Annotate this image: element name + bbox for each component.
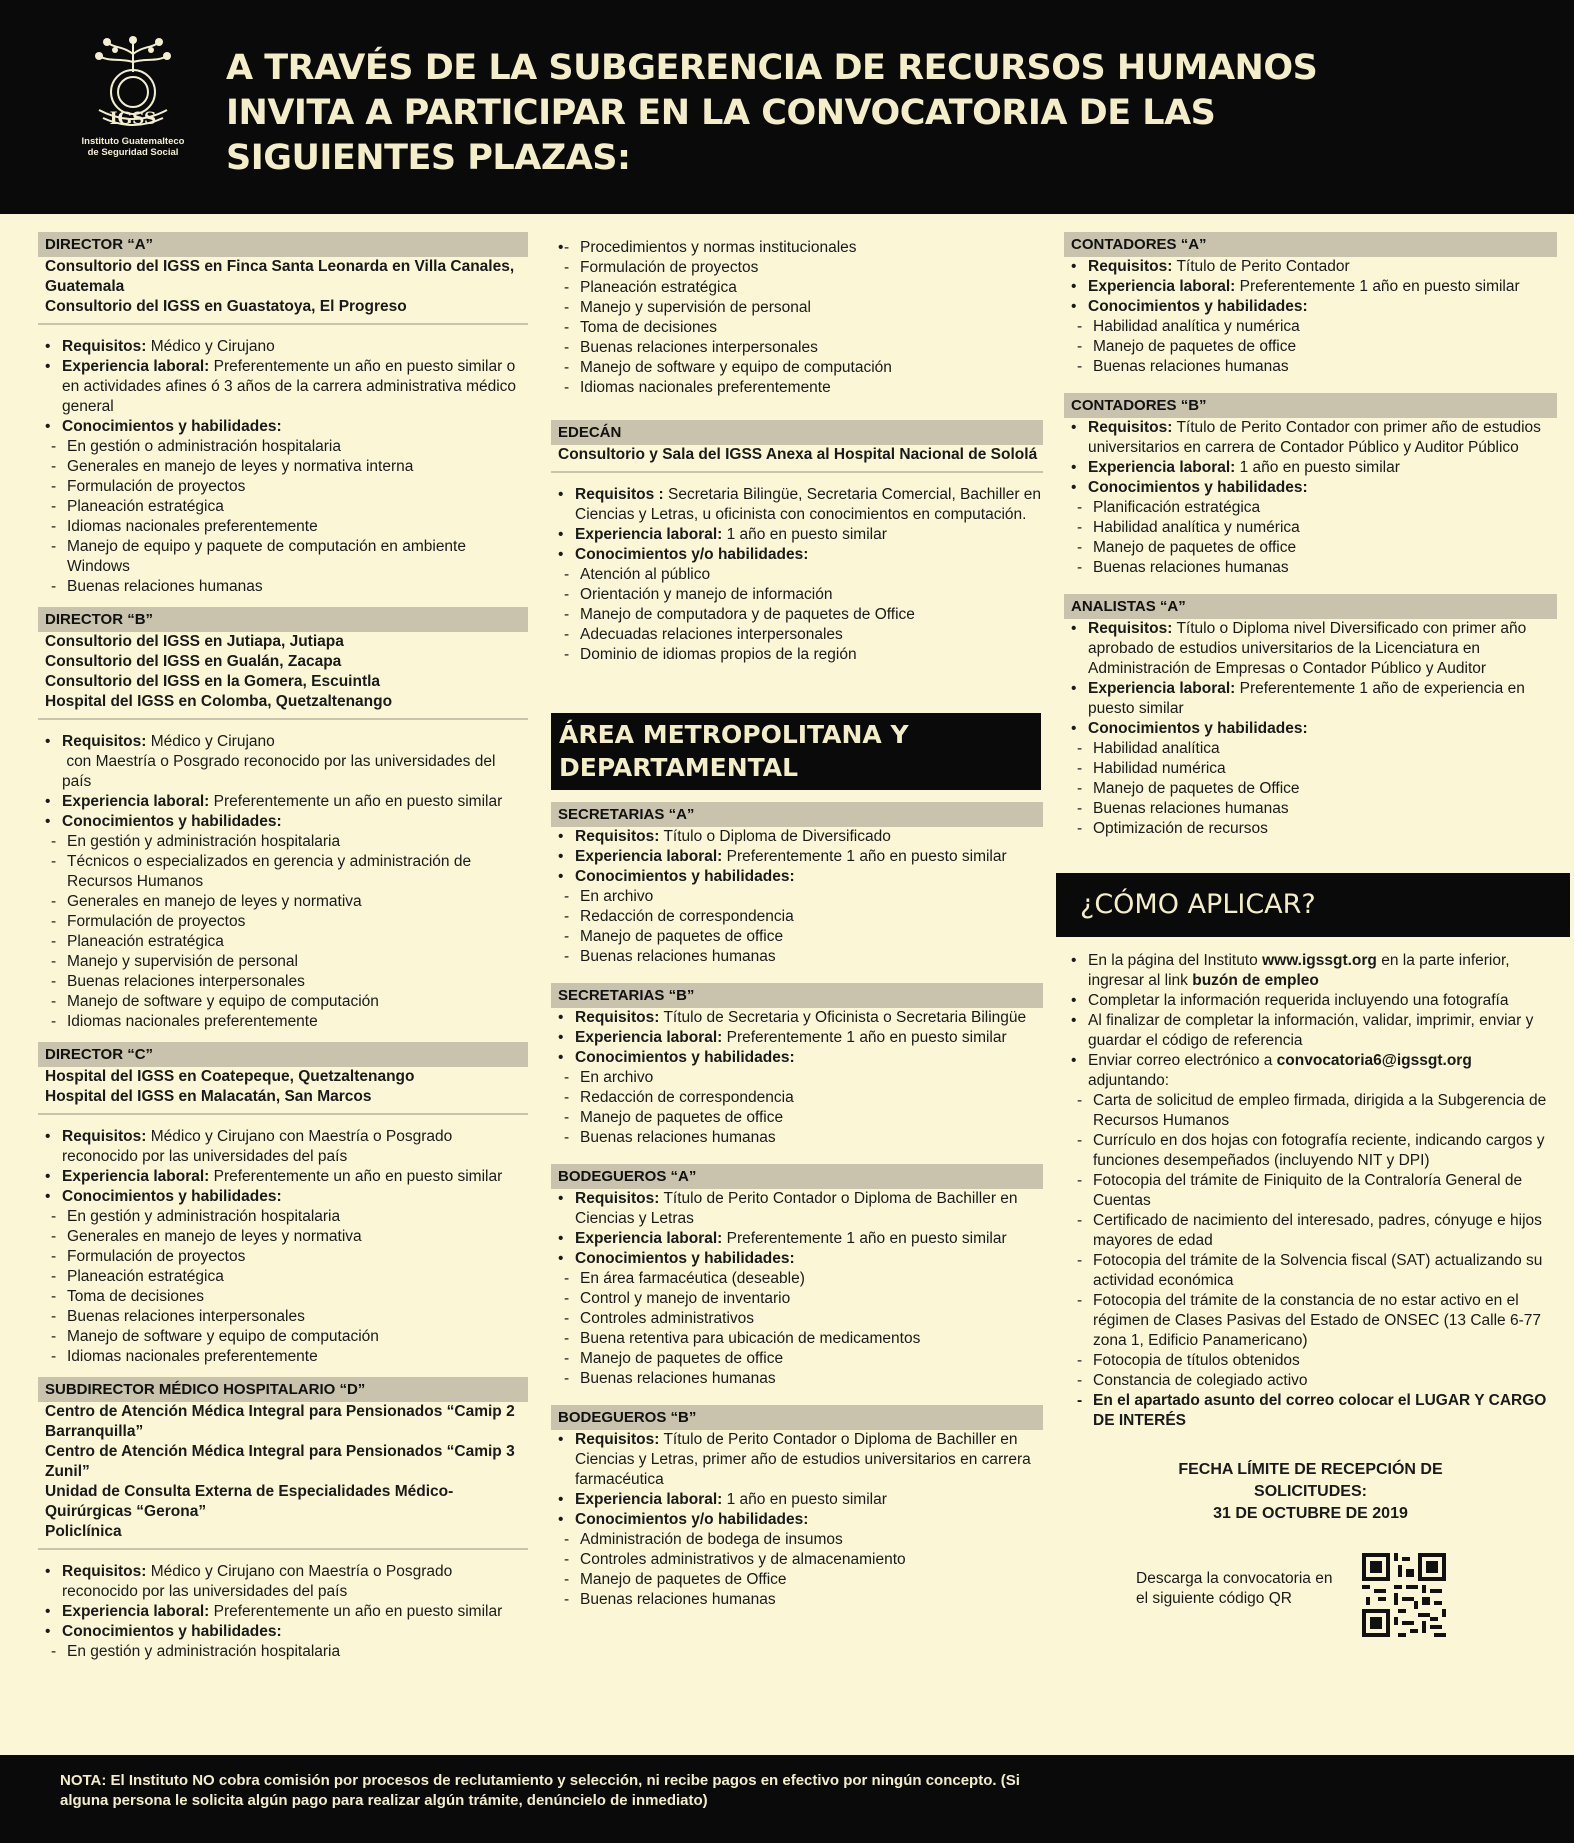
email-link[interactable]: convocatoria6@igssgt.org [1276, 1052, 1472, 1069]
location: Hospital del IGSS en Malacatán, San Marcos [45, 1088, 372, 1105]
skill-item: - En archivo [559, 1068, 1043, 1088]
skill-item: - Habilidad numérica [1072, 759, 1557, 779]
skill-item: - Planeación estratégica [46, 497, 528, 517]
skill-item: - Generales en manejo de leyes y normativa [46, 1227, 528, 1247]
requirements-list [38, 732, 528, 1032]
skill-item: - Formulación de proyectos [559, 258, 1043, 278]
skill-item: - Manejo de software y equipo de computación [559, 358, 1043, 378]
list-item: • Conocimientos y habilidades: - En gestión y administración hospitalaria - Generales en manejo de leyes y normativa - Formulación de proyectos - Planeación estratégica - Toma de decisiones - Buenas relaciones interpersonales - Manejo de software y equipo de computación - Idiomas nacionales preferentemente [38, 1187, 528, 1367]
location: Consultorio del IGSS en Gualán, Zacapa [45, 653, 342, 670]
requirements-list [38, 337, 528, 597]
requirements-list [551, 827, 1043, 967]
list-item: • Requisitos: Título de Perito Contador [1064, 257, 1557, 277]
skill-item: - Manejo de equipo y paquete de computación en ambiente Windows [46, 537, 528, 577]
list-item: • Conocimientos y habilidades: - Planificación estratégica - Habilidad analítica y numérica - Manejo de paquetes de office - Buenas relaciones humanas [1064, 478, 1557, 578]
column-left [38, 232, 528, 1662]
section-title: CONTADORES “B” [1064, 393, 1557, 418]
list-item: • Experiencia laboral: Preferentemente 1 año en puesto similar [551, 1028, 1043, 1048]
skill-item: - Controles administrativos [559, 1309, 1043, 1329]
skill-item: - Buenas relaciones interpersonales [46, 1307, 528, 1327]
footer-note: NOTA: El Instituto NO cobra comisión por procesos de reclutamiento y selección, ni recibe pagos en efectivo por ningún concepto. (Si alguna persona le solicita algún pago para realizar algún trámite, denúncielo de inmediato) [60, 1772, 1020, 1809]
skill-item: - Buenas relaciones interpersonales [559, 338, 1043, 358]
divider [38, 1548, 528, 1550]
skill-item: - Formulación de proyectos [46, 912, 528, 932]
requirements-list [38, 1562, 528, 1662]
skill-item: - Toma de decisiones [46, 1287, 528, 1307]
attachment-item: - En el apartado asunto del correo colocar el LUGAR Y CARGO DE INTERÉS [1072, 1391, 1557, 1431]
list-item: • Experiencia laboral: Preferentemente un año en puesto similar [38, 1602, 528, 1622]
skill-item: - Optimización de recursos [1072, 819, 1557, 839]
skill-item: - Manejo de paquetes de office [559, 1349, 1043, 1369]
skill-item: - Manejo de paquetes de Office [559, 1570, 1043, 1590]
skill-item: - Buenas relaciones humanas [1072, 558, 1557, 578]
section-title: ANALISTAS “A” [1064, 594, 1557, 619]
requirements-list [1064, 619, 1557, 839]
skill-item: - Toma de decisiones [559, 318, 1043, 338]
skill-item: - Habilidad analítica y numérica [1072, 518, 1557, 538]
header-banner [0, 0, 1574, 214]
skill-item: - Redacción de correspondencia [559, 907, 1043, 927]
attachment-item: - Currículo en dos hojas con fotografía reciente, indicando cargos y funciones desempeñados (incluyendo NIT y DPI) [1072, 1131, 1557, 1171]
qr-block [1064, 1549, 1557, 1649]
requirements-list [1064, 257, 1557, 377]
skill-item: - Buenas relaciones humanas [559, 1128, 1043, 1148]
list-item: • Experiencia laboral: Preferentemente 1 año en puesto similar [1064, 277, 1557, 297]
section-title: EDECÁN [551, 420, 1043, 445]
list-item: • Experiencia laboral: Preferentemente 1 año en puesto similar [551, 1229, 1043, 1249]
list-item: • Requisitos: Médico y Cirujano con Maestría o Posgrado reconocido por las universidades del país [38, 1127, 528, 1167]
skill-item: - Buenas relaciones interpersonales [46, 972, 528, 992]
skill-item: - Manejo de paquetes de office [559, 1108, 1043, 1128]
skill-item: - Buenas relaciones humanas [46, 577, 528, 597]
requirements-list [1064, 418, 1557, 578]
requirements-list [551, 485, 1043, 665]
list-item: • Experiencia laboral: Preferentemente un año en puesto similar [38, 1167, 528, 1187]
skill-item: - Técnicos o especializados en gerencia y administración de Recursos Humanos [46, 852, 528, 892]
qr-code-icon[interactable] [1358, 1549, 1450, 1641]
skill-item: - En gestión y administración hospitalaria [46, 1207, 528, 1227]
skill-item: - Idiomas nacionales preferentemente [46, 517, 528, 537]
skill-item: - Administración de bodega de insumos [559, 1530, 1043, 1550]
list-item: • Experiencia laboral: Preferentemente 1 año en puesto similar [551, 847, 1043, 867]
skill-item: - Habilidad analítica [1072, 739, 1557, 759]
skill-item: - Formulación de proyectos [46, 1247, 528, 1267]
skill-item: - Controles administrativos y de almacenamiento [559, 1550, 1043, 1570]
skill-item: - Buena retentiva para ubicación de medicamentos [559, 1329, 1043, 1349]
page-title: A TRAVÉS DE LA SUBGERENCIA DE RECURSOS HUMANOS INVITA A PARTICIPAR EN LA CONVOCATORIA DE LAS SIGUIENTES PLAZAS: [226, 48, 1318, 178]
list-item: • Experiencia laboral: Preferentemente un año en puesto similar o en actividades afines ó 3 años de la carrera administrativa médico general [38, 357, 528, 417]
skill-item: - Planeación estratégica [559, 278, 1043, 298]
list-item: • Requisitos: Título de Perito Contador o Diploma de Bachiller en Ciencias y Letras, primer año de estudios universitarios en carrera farmacéutica [551, 1430, 1043, 1490]
list-item: • Experiencia laboral: Preferentemente 1 año de experiencia en puesto similar [1064, 679, 1557, 719]
skill-item: - Adecuadas relaciones interpersonales [559, 625, 1043, 645]
skill-item: - Idiomas nacionales preferentemente [46, 1347, 528, 1367]
column-middle [551, 232, 1043, 1610]
list-item: • Experiencia laboral: 1 año en puesto similar [551, 525, 1043, 545]
skill-item: - Planeación estratégica [46, 932, 528, 952]
section-title: BODEGUEROS “B” [551, 1405, 1043, 1430]
skill-item: - Formulación de proyectos [46, 477, 528, 497]
list-item: • Requisitos: Título o Diploma de Diversificado [551, 827, 1043, 847]
apply-step: • En la página del Instituto www.igssgt.org en la parte inferior, ingresar al link buzón de empleo [1064, 951, 1557, 991]
deadline-label: FECHA LÍMITE DE RECEPCIÓN DE SOLICITUDES: [1178, 1461, 1443, 1500]
requirements-list [38, 1127, 528, 1367]
skill-item: - Buenas relaciones humanas [1072, 357, 1557, 377]
skill-item: - Buenas relaciones humanas [559, 1369, 1043, 1389]
area-title: ÁREA METROPOLITANA Y DEPARTAMENTAL [551, 713, 1041, 790]
divider [551, 471, 1043, 473]
location: Centro de Atención Médica Integral para Pensionados “Camip 3 Zunil” [45, 1443, 515, 1480]
skill-item: - En área farmacéutica (deseable) [559, 1269, 1043, 1289]
skill-item: - Generales en manejo de leyes y normativa [46, 892, 528, 912]
list-item: • Conocimientos y habilidades: - En gestión y administración hospitalaria - Técnicos o especializados en gerencia y administración de Recursos Humanos - Generales en manejo de leyes y normativa - Formulación de proyectos - Planeación estratégica - Manejo y supervisión de personal - Buenas relaciones interpersonales - Manejo de software y equipo de computación - Idiomas nacionales preferentemente [38, 812, 528, 1032]
attachment-item: - Fotocopia del trámite de Finiquito de la Contraloría General de Cuentas [1072, 1171, 1557, 1211]
skill-item: - Manejo y supervisión de personal [46, 952, 528, 972]
skill-item: - Manejo de software y equipo de computación [46, 1327, 528, 1347]
attachment-item: - Fotocopia del trámite de la constancia de no estar activo en el régimen de Clases Pasivas del Estado de ONSEC (13 Calle 6-77 zona 1, Edificio Panamericano) [1072, 1291, 1557, 1351]
location: Consultorio del IGSS en Finca Santa Leonarda en Villa Canales, Guatemala [45, 258, 515, 295]
list-item: • Conocimientos y habilidades: - En archivo - Redacción de correspondencia - Manejo de paquetes de office - Buenas relaciones humanas [551, 1048, 1043, 1148]
section-title: CONTADORES “A” [1064, 232, 1557, 257]
skill-item: - Control y manejo de inventario [559, 1289, 1043, 1309]
list-item: • Conocimientos y habilidades: - En gestión o administración hospitalaria - Generales en manejo de leyes y normativa interna - Formulación de proyectos - Planeación estratégica - Idiomas nacionales preferentemente - Manejo de equipo y paquete de computación en ambiente Windows - Buenas relaciones humanas [38, 417, 528, 597]
skill-item: - Manejo de paquetes de office [1072, 538, 1557, 558]
skill-item: - Manejo de computadora y de paquetes de Office [559, 605, 1043, 625]
location: Hospital del IGSS en Colomba, Quetzaltenango [45, 693, 393, 710]
skill-item: - Planeación estratégica [46, 1267, 528, 1287]
list-item: • Experiencia laboral: 1 año en puesto similar [551, 1490, 1043, 1510]
attachment-item: - Certificado de nacimiento del interesado, padres, cónyuge e hijos mayores de edad [1072, 1211, 1557, 1251]
location: Policlínica [45, 1523, 122, 1540]
location: Centro de Atención Médica Integral para Pensionados “Camip 2 Barranquilla” [45, 1403, 515, 1440]
attachment-item: - Constancia de colegiado activo [1072, 1371, 1557, 1391]
apply-step: • Completar la información requerida incluyendo una fotografía [1064, 991, 1557, 1011]
skill-item: - Buenas relaciones humanas [559, 947, 1043, 967]
section-title: BODEGUEROS “A” [551, 1164, 1043, 1189]
logo-caption-2: de Seguridad Social [87, 147, 179, 158]
requirements-list [551, 1008, 1043, 1148]
list-item: • Experiencia laboral: Preferentemente un año en puesto similar [38, 792, 528, 812]
section-title: DIRECTOR “C” [38, 1042, 528, 1067]
skill-item: - Orientación y manejo de información [559, 585, 1043, 605]
section-title: SECRETARIAS “A” [551, 802, 1043, 827]
skill-item: - Manejo de paquetes de office [559, 927, 1043, 947]
list-item: • Conocimientos y habilidades: - En archivo - Redacción de correspondencia - Manejo de paquetes de office - Buenas relaciones humanas [551, 867, 1043, 967]
list-item: • Requisitos: Médico y Cirujano [38, 337, 528, 357]
divider [38, 1113, 528, 1115]
footer-note-bar [0, 1755, 1574, 1843]
list-item: • Conocimientos y habilidades: - Habilidad analítica - Habilidad numérica - Manejo de paquetes de Office - Buenas relaciones humanas - Optimización de recursos [1064, 719, 1557, 839]
list-item: • Conocimientos y/o habilidades: - Atención al público - Orientación y manejo de información - Manejo de computadora y de paquetes de Office - Adecuadas relaciones interpersonales - Dominio de idiomas propios de la región [551, 545, 1043, 665]
divider [38, 718, 528, 720]
skill-item: - Buenas relaciones humanas [1072, 799, 1557, 819]
location: Hospital del IGSS en Coatepeque, Quetzaltenango [45, 1068, 415, 1085]
list-item: • Experiencia laboral: 1 año en puesto similar [1064, 458, 1557, 478]
list-item: • Conocimientos y habilidades: - En área farmacéutica (deseable) - Control y manejo de inventario - Controles administrativos - Buena retentiva para ubicación de medicamentos - Manejo de paquetes de office - Buenas relaciones humanas [551, 1249, 1043, 1389]
skill-item: - En gestión y administración hospitalaria [46, 832, 528, 852]
column-right [1064, 232, 1557, 1649]
section-title: SECRETARIAS “B” [551, 983, 1043, 1008]
location: Unidad de Consulta Externa de Especialidades Médico-Quirúrgicas “Gerona” [45, 1483, 454, 1520]
skill-item: - Planificación estratégica [1072, 498, 1557, 518]
skill-item: - Manejo de software y equipo de computación [46, 992, 528, 1012]
location: Consultorio y Sala del IGSS Anexa al Hospital Nacional de Sololá [558, 446, 1038, 463]
divider [38, 323, 528, 325]
list-item: • Requisitos: Título o Diploma nivel Diversificado con primer año aprobado de estudios universitarios de la Licenciatura en Administración de Empresas o Contador Público y Auditor [1064, 619, 1557, 679]
attachment-item: - Fotocopia de títulos obtenidos [1072, 1351, 1557, 1371]
list-item: • Requisitos: Médico y Cirujano con Maestría o Posgrado reconocido por las universidades del país [38, 1562, 528, 1602]
skill-item: - En gestión y administración hospitalaria [46, 1642, 528, 1662]
job-inbox-link[interactable]: buzón de empleo [1192, 972, 1319, 989]
section-title: SUBDIRECTOR MÉDICO HOSPITALARIO “D” [38, 1377, 528, 1402]
location: Consultorio del IGSS en Guastatoya, El Progreso [45, 298, 407, 315]
skill-item: - Manejo y supervisión de personal [559, 298, 1043, 318]
attachment-item: - Fotocopia del trámite de la Solvencia fiscal (SAT) actualizando su actividad económica [1072, 1251, 1557, 1291]
igss-logo [78, 32, 188, 182]
skill-item: - En archivo [559, 887, 1043, 907]
skill-item: - En gestión o administración hospitalaria [46, 437, 528, 457]
list-item: • Conocimientos y habilidades: - En gestión y administración hospitalaria [38, 1622, 528, 1662]
igss-emblem-icon [85, 32, 181, 136]
location: Consultorio del IGSS en la Gomera, Escuintla [45, 673, 381, 690]
requirements-list [551, 1430, 1043, 1610]
apply-step: • Al finalizar de completar la información, validar, imprimir, enviar y guardar el código de referencia [1064, 1011, 1557, 1051]
skill-item: - Atención al público [559, 565, 1043, 585]
skill-item: - Manejo de paquetes de Office [1072, 779, 1557, 799]
apply-title: ¿CÓMO APLICAR? [1056, 873, 1570, 937]
qr-caption: Descarga la convocatoria en el siguiente código QR [1136, 1570, 1333, 1607]
location: Consultorio del IGSS en Jutiapa, Jutiapa [45, 633, 344, 650]
list-item: • Conocimientos y habilidades: - Habilidad analítica y numérica - Manejo de paquetes de office - Buenas relaciones humanas [1064, 297, 1557, 377]
skill-item: - • Procedimientos y normas institucionales [559, 238, 1043, 258]
skill-item: - Generales en manejo de leyes y normativa interna [46, 457, 528, 477]
section-title: DIRECTOR “A” [38, 232, 528, 257]
logo-caption-1: Instituto Guatemalteco [81, 136, 185, 147]
skill-item: - Idiomas nacionales preferentemente [46, 1012, 528, 1032]
continued-skills-list [551, 238, 1043, 398]
apply-step: • Enviar correo electrónico a convocatoria6@igssgt.org adjuntando: - Carta de solicitud de empleo firmada, dirigida a la Subgerencia de Recursos Humanos - Currículo en dos hojas con fotografía reciente, indicando cargos y funciones desempeñados (incluyendo NIT y DPI) - Fotocopia del trámite de Finiquito de la Contraloría General de Cuentas - Certificado de nacimiento del interesado, padres, cónyuge e hijos mayores de edad - Fotocopia del trámite de la Solvencia fiscal (SAT) actualizando su actividad económica - Fotocopia del trámite de la constancia de no estar activo en el régimen de Clases Pasivas del Estado de ONSEC (13 Calle 6-77 zona 1, Edificio Panamericano) - Fotocopia de títulos obtenidos - Constancia de colegiado activo - En el apartado asunto del correo colocar el LUGAR Y CARGO DE INTERÉS [1064, 1051, 1557, 1431]
attachment-item: - Carta de solicitud de empleo firmada, dirigida a la Subgerencia de Recursos Humanos [1072, 1091, 1557, 1131]
list-item: • Conocimientos y/o habilidades: - Administración de bodega de insumos - Controles administrativos y de almacenamiento - Manejo de paquetes de Office - Buenas relaciones humanas [551, 1510, 1043, 1610]
list-item: • Requisitos: Título de Perito Contador con primer año de estudios universitarios en carrera de Contador Público y Auditor Público [1064, 418, 1557, 458]
deadline [1064, 1459, 1557, 1525]
website-link[interactable]: www.igssgt.org [1262, 952, 1377, 969]
skill-item: - Buenas relaciones humanas [559, 1590, 1043, 1610]
section-title: DIRECTOR “B” [38, 607, 528, 632]
logo-text: IGSS [109, 109, 157, 129]
deadline-date: 31 DE OCTUBRE DE 2019 [1213, 1505, 1408, 1522]
requirements-list [551, 1189, 1043, 1389]
skill-item: - Habilidad analítica y numérica [1072, 317, 1557, 337]
list-item: • Requisitos : Secretaria Bilingüe, Secretaria Comercial, Bachiller en Ciencias y Letras, u oficinista con conocimientos en computación. [551, 485, 1043, 525]
list-item: • Requisitos: Médico y Cirujano con Maestría o Posgrado reconocido por las universidades del país [38, 732, 528, 792]
skill-item: - Idiomas nacionales preferentemente [559, 378, 1043, 398]
skill-item: - Redacción de correspondencia [559, 1088, 1043, 1108]
list-item: • Requisitos: Título de Secretaria y Oficinista o Secretaria Bilingüe [551, 1008, 1043, 1028]
apply-steps-list [1064, 951, 1557, 1431]
skill-item: - Dominio de idiomas propios de la región [559, 645, 1043, 665]
list-item: • Requisitos: Título de Perito Contador o Diploma de Bachiller en Ciencias y Letras [551, 1189, 1043, 1229]
skill-item: - Manejo de paquetes de office [1072, 337, 1557, 357]
